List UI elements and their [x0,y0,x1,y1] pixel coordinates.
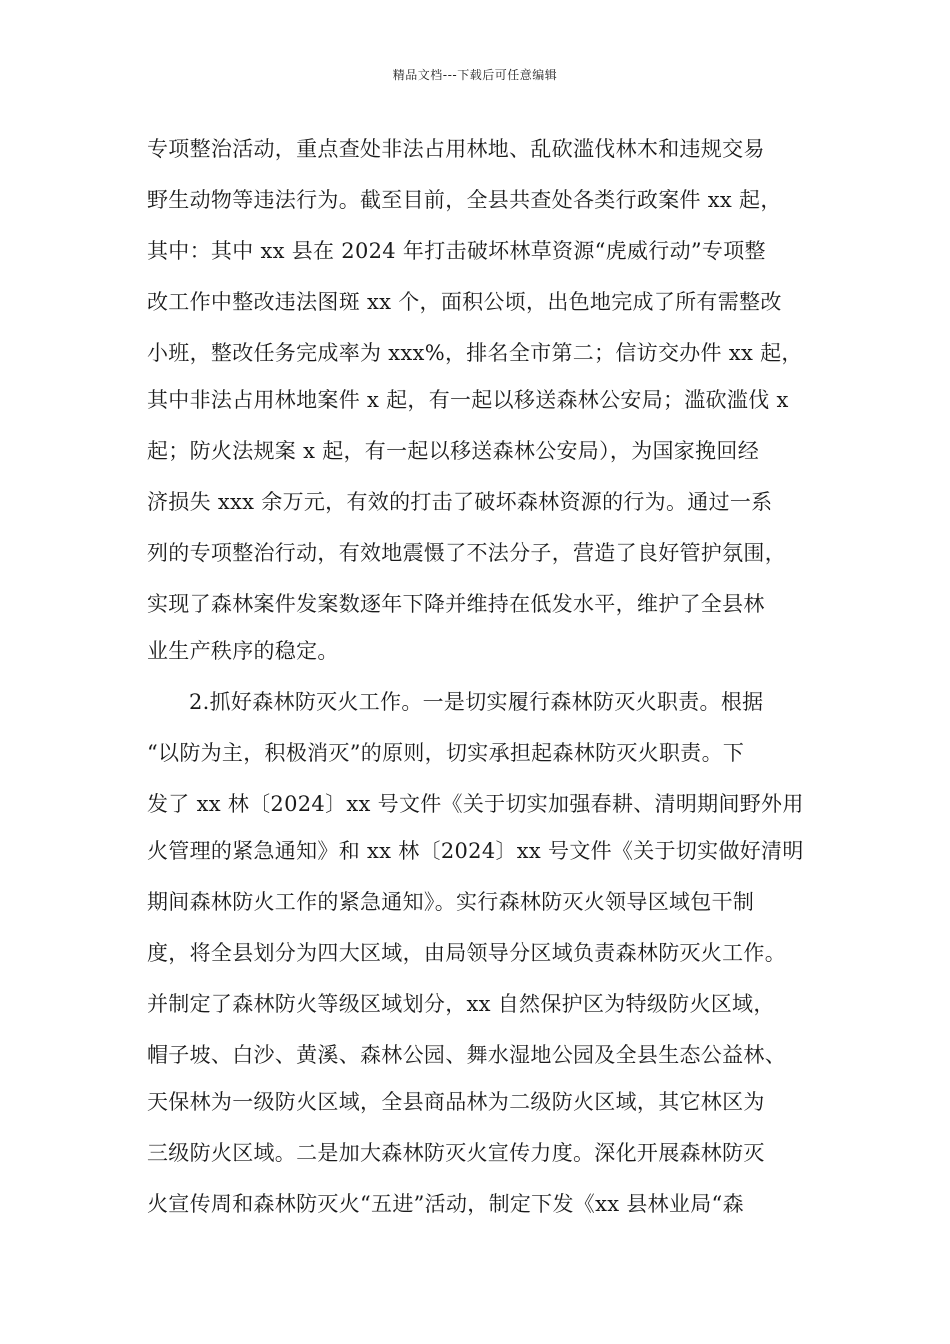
text-line: 发了 xx 林〔2024〕xx 号文件《关于切实加强春耕、清明期间野外用 [147,792,804,816]
text-line: 野生动物等违法行为。截至目前，全县共查处各类行政案件 xx 起， [147,188,782,212]
text-line: 期间森林防火工作的紧急通知》。实行森林防灭火领导区域包干制 [147,890,755,914]
text-line: 火宣传周和森林防灭火“五进”活动，制定下发《xx 县林业局“森 [147,1192,744,1216]
text-line: 改工作中整改违法图斑 xx 个，面积公顷，出色地完成了所有需整改 [147,290,782,314]
text-line: 实现了森林案件发案数逐年下降并维持在低发水平，维护了全县林 [147,592,765,616]
page-header: 精品文档---下载后可任意编辑 [392,68,558,82]
text-line: 起；防火法规案 x 起，有一起以移送森林公安局），为国家挽回经 [147,439,759,463]
text-line: 小班，整改任务完成率为 xxx%，排名全市第二；信访交办件 xx 起， [147,341,803,365]
text-line: 帽子坡、白沙、黄溪、森林公园、舞水湿地公园及全县生态公益林、 [147,1043,786,1067]
text-line: 专项整治活动，重点查处非法占用林地、乱砍滥伐林木和违规交易 [147,137,765,161]
text-line: 度，将全县划分为四大区域，由局领导分区域负责森林防灭火工作。 [147,941,786,965]
text-line: “以防为主，积极消灭”的原则，切实承担起森林防灭火职责。下 [147,741,745,765]
text-line: 列的专项整治行动，有效地震慑了不法分子，营造了良好管护氛围， [147,541,786,565]
text-line: 天保林为一级防火区域，全县商品林为二级防火区域，其它林区为 [147,1090,765,1114]
text-line: 火管理的紧急通知》和 xx 林〔2024〕xx 号文件《关于切实做好清明 [147,839,804,863]
text-line: 其中非法占用林地案件 x 起，有一起以移送森林公安局；滥砍滥伐 x [147,388,789,412]
text-line: 济损失 xxx 余万元，有效的打击了破坏森林资源的行为。通过一系 [147,490,773,514]
text-line: 并制定了森林防火等级区域划分，xx 自然保护区为特级防火区域， [147,992,775,1016]
text-line: 业生产秩序的稳定。 [147,639,339,663]
text-line: 三级防火区域。二是加大森林防灭火宣传力度。深化开展森林防灭 [147,1141,765,1165]
text-line: 其中：其中 xx 县在 2024 年打击破坏林草资源“虎威行动”专项整 [147,239,766,263]
paragraph-first-line: 2.抓好森林防灭火工作。一是切实履行森林防灭火职责。根据 [189,690,764,714]
